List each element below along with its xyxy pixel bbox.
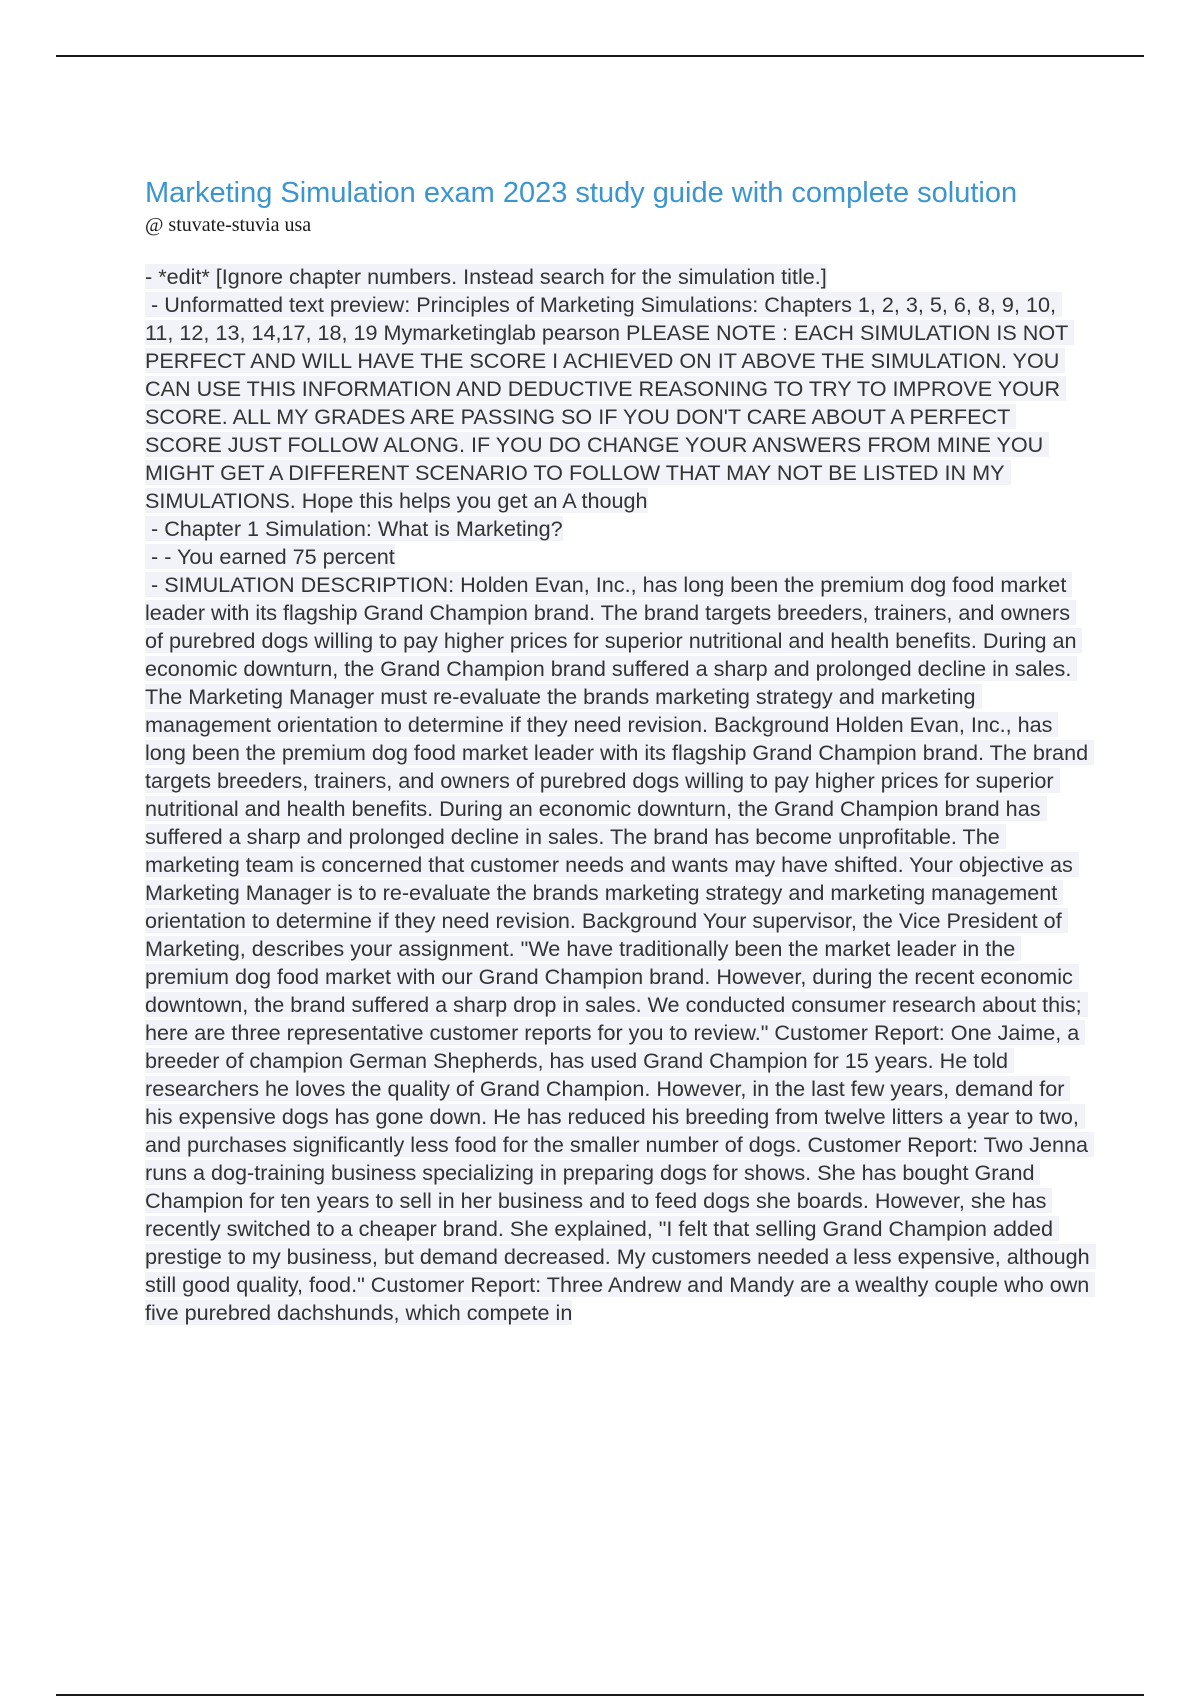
chapter-heading-text: - Chapter 1 Simulation: What is Marketing? <box>145 516 563 541</box>
document-body <box>145 263 1096 1327</box>
score-entry-text: - - You earned 75 percent <box>145 544 395 569</box>
note-entry-text: - *edit* [Ignore chapter numbers. Instead search for the simulation title.] <box>145 264 827 289</box>
score-entry <box>145 543 1090 571</box>
description-entry <box>145 571 1096 1327</box>
preview-entry <box>145 291 1090 515</box>
document-title: Marketing Simulation exam 2023 study guide with complete solution <box>145 177 1018 209</box>
document-author: @ stuvate-stuvia usa <box>145 214 312 236</box>
note-entry <box>145 263 1090 291</box>
footer-rule <box>56 1694 1144 1696</box>
chapter-heading-entry <box>145 515 1090 543</box>
header-rule <box>56 55 1144 57</box>
description-entry-text: - SIMULATION DESCRIPTION: Holden Evan, Inc., has long been the premium dog food market leader with its flagship Grand Champion brand. The brand targets breeders, trainers, and owners of purebred dogs willing to pay higher prices for superior nutritional and health benefits. During an economic downturn, the Grand Champion brand suffered a sharp and prolonged decline in sales. The Marketing Manager must re-evaluate the brands marketing strategy and marketing management orientation to determine if they need revision. Background Holden Evan, Inc., has long been the premium dog food market leader with its flagship Grand Champion brand. The brand targets breeders, trainers, and owners of purebred dogs willing to pay higher prices for superior nutritional and health benefits. During an economic downturn, the Grand Champion brand has suffered a sharp and prolonged decline in sales. The brand has become unprofitable. The marketing team is concerned that customer needs and wants may have shifted. Your objective as Marketing Manager is to re-evaluate the brands marketing strategy and marketing management orientation to determine if they need revision. Background Your supervisor, the Vice President of Marketing, describes your assignment. "We have traditionally been the market leader in the premium dog food market with our Grand Champion brand. However, during the recent economic downtown, the brand suffered a sharp drop in sales. We conducted consumer research about this; here are three representative customer reports for you to review." Customer Report: One Jaime, a breeder of champion German Shepherds, has used Grand Champion for 15 years. He told researchers he loves the quality of Grand Champion. However, in the last few years, demand for his expensive dogs has gone down. He has reduced his breeding from twelve litters a year to two, and purchases significantly less food for the smaller number of dogs. Customer Report: Two Jenna runs a dog-training business specializing in preparing dogs for shows. She has bought Grand Champion for ten years to sell in her business and to feed dogs she boards. However, she has recently switched to a cheaper brand. She explained, "I felt that selling Grand Champion added prestige to my business, but demand decreased. My customers needed a less expensive, although still good quality, food." Customer Report: Three Andrew and Mandy are a wealthy couple who own five purebred dachshunds, which compete in <box>145 572 1096 1325</box>
preview-entry-text: - Unformatted text preview: Principles of Marketing Simulations: Chapters 1, 2, 3, 5, 6, 8, 9, 10, 11, 12, 13, 14,17, 18, 19 Mymarketinglab pearson PLEASE NOTE : EACH SIMULATION IS NOT PERFECT AND WILL HAVE THE SCORE I ACHIEVED ON IT ABOVE THE SIMULATION. YOU CAN USE THIS INFORMATION AND DEDUCTIVE REASONING TO TRY TO IMPROVE YOUR SCORE. ALL MY GRADES ARE PASSING SO IF YOU DON'T CARE ABOUT A PERFECT SCORE JUST FOLLOW ALONG. IF YOU DO CHANGE YOUR ANSWERS FROM MINE YOU MIGHT GET A DIFFERENT SCENARIO TO FOLLOW THAT MAY NOT BE LISTED IN MY SIMULATIONS. Hope this helps you get an A though <box>145 292 1075 513</box>
